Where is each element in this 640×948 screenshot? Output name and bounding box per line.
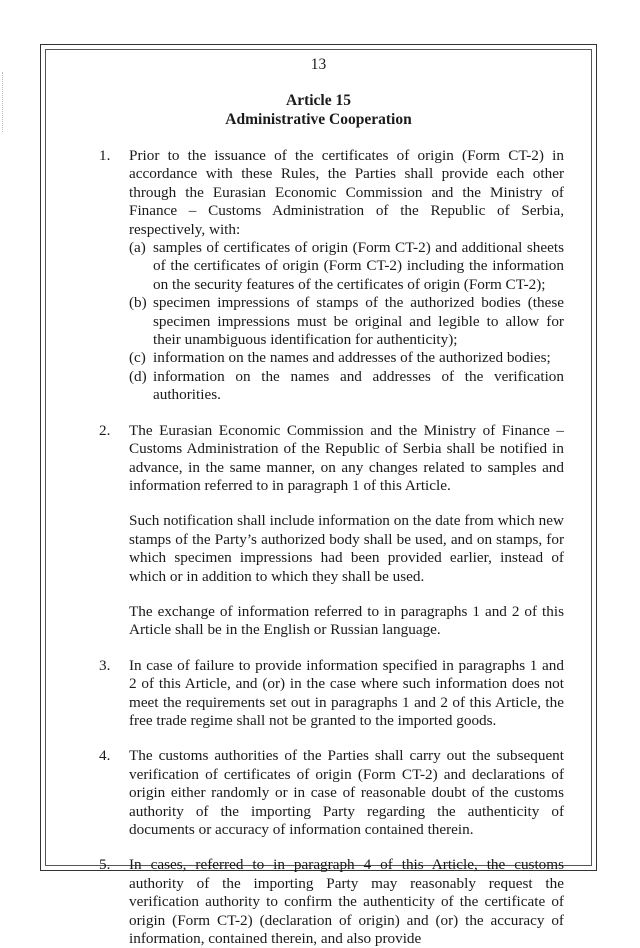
list-label: (b) bbox=[129, 294, 147, 312]
list-text: samples of certificates of origin (Form CT-2) and additional sheets of the certificates of origin (Form CT-2) including the information on the security features of the certificates of origin (Form CT-2); bbox=[153, 239, 564, 293]
list-text: information on the names and addresses of the authorized bodies; bbox=[153, 349, 551, 367]
paragraph-number: 3. bbox=[99, 656, 111, 674]
paragraph-2-continuation-1 bbox=[45, 512, 592, 586]
paragraph-text: The customs authorities of the Parties shall carry out the subsequent verification of certificates of origin (Form CT-2) and declarations of origin either randomly or in case of reasonable doubt of the customs authority of the importing Party regarding the authenticity of documents or accuracy of information contained therein. bbox=[129, 747, 564, 838]
paragraph-text: In cases, referred to in paragraph 4 of this Article, the customs authority of the importing Party may reasonably request the verification authority to confirm the authenticity of the certificate of origin (Form CT-2) (declaration of origin) and (or) the accuracy of information, contained therein, and also provide bbox=[129, 856, 564, 948]
list-label: (c) bbox=[129, 349, 146, 367]
list-label: (a) bbox=[129, 239, 146, 257]
page-number: 13 bbox=[310, 56, 327, 73]
article-subheading: Administrative Cooperation bbox=[225, 111, 412, 128]
list-item-d bbox=[45, 368, 592, 405]
list-item-b bbox=[45, 294, 592, 349]
list-label: (d) bbox=[129, 367, 147, 385]
paragraph-text: The exchange of information referred to in paragraphs 1 and 2 of this Article shall be in the English or Russian language. bbox=[129, 602, 564, 639]
paragraph-text: Such notification shall include information on the date from which new stamps of the Party’s authorized body shall be used, and on stamps, for which specimen impressions had been provided earlier, instead of which or in addition to which they shall be used. bbox=[129, 512, 564, 585]
paragraph-number: 2. bbox=[99, 421, 111, 439]
paragraph-number: 4. bbox=[99, 747, 111, 765]
paragraph-text: The Eurasian Economic Commission and the Ministry of Finance – Customs Administration of the Republic of Serbia shall be notified in advance, in the same manner, on any changes related to samples and information referred to in paragraph 1 of this Article. bbox=[129, 421, 564, 494]
paragraph-2-continuation-2 bbox=[45, 603, 592, 640]
paragraph-4 bbox=[45, 747, 592, 839]
article-header bbox=[45, 91, 592, 129]
paragraph-number: 5. bbox=[99, 856, 111, 874]
list-item-c bbox=[45, 349, 592, 367]
list-text: specimen impressions of stamps of the authorized bodies (these specimen impressions must be original and legible to allow for their unambiguous identification for authenticity); bbox=[153, 294, 564, 349]
scan-edge-marks bbox=[2, 72, 7, 132]
paragraph-1 bbox=[45, 147, 592, 405]
paragraph-2 bbox=[45, 422, 592, 496]
list-text: information on the names and addresses of the verification authorities. bbox=[153, 367, 564, 404]
list-item-a bbox=[45, 239, 592, 294]
paragraph-number: 1. bbox=[99, 147, 111, 164]
paragraph-3 bbox=[45, 657, 592, 731]
article-heading: Article 15 bbox=[286, 92, 351, 109]
paragraph-text: In case of failure to provide information specified in paragraphs 1 and 2 of this Article, and (or) in the case where such information does not meet the requirements set out in paragraphs 1 and 2 of this Article, the free trade regime shall not be granted to the imported goods. bbox=[129, 656, 564, 729]
document-body bbox=[45, 56, 592, 948]
paragraph-5 bbox=[45, 856, 592, 948]
paragraph-text: Prior to the issuance of the certificates of origin (Form CT-2) in accordance with these Rules, the Parties shall provide each other through the Eurasian Economic Commission and the Ministry of Finance – Customs Administration of the Republic of Serbia, respectively, with: bbox=[129, 147, 564, 238]
